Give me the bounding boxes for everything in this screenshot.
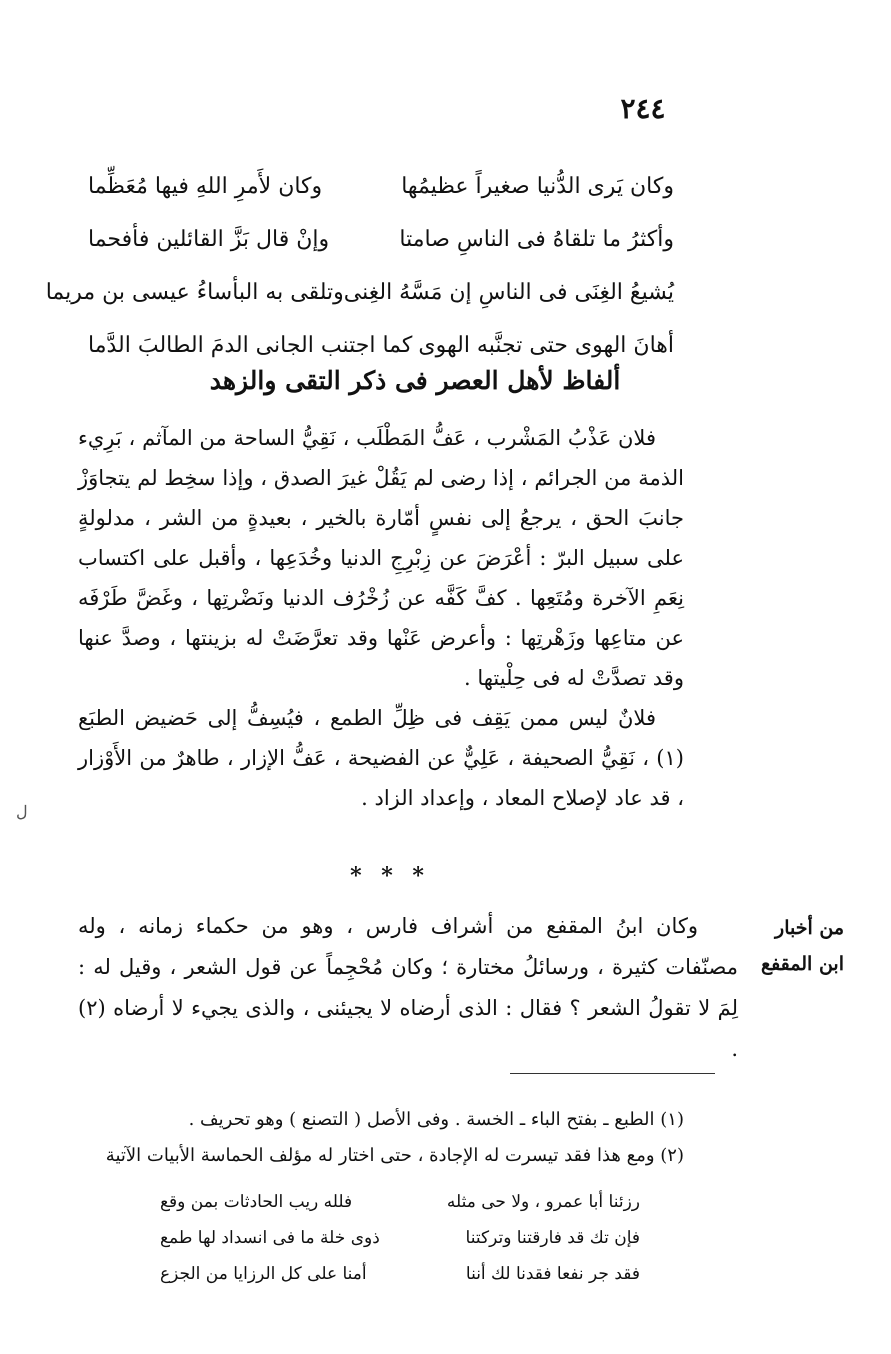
footnote-divider xyxy=(510,1073,715,1074)
verse-second-hemistich: كما اجتنب الجانى الدمَ الطالبَ الدَّما xyxy=(88,333,413,358)
prose-body xyxy=(78,418,684,818)
margin-mark: ل xyxy=(16,802,28,821)
biography-text: وكان ابنُ المقفع من أشراف فارس ، وهو من حكماء زمانه ، وله مصنّفات كثيرة ، ورسائلُ مختارة ؛ وكان مُحْجِماً عن قول الشعر ، وقيل له : لِمَ لا تقولُ الشعر ؟ فقال : الذى أرضاه لا يجيئنى ، والذى يجيء لا أرضاه (٢) . xyxy=(78,914,738,1061)
prose-paragraph: فلانٌ ليس ممن يَقِف فى ظِلِّ الطمع ، فيُسِفُّ إلى حَضيض الطبَع (١) ، نَقِيُّ الصحيفة ، عَلِيٌّ عن الفضيحة ، عَفُّ الإزار ، طاهرٌ من الأَوْزار ، قد عاد لإصلاح المعاد ، وإعداد الزاد . xyxy=(78,706,684,810)
verse-first-hemistich: فإن تك قد فارقتنا وتركتنا xyxy=(465,1228,640,1248)
verse-second-hemistich: أمنا على كل الرزايا من الجزع xyxy=(160,1264,367,1284)
footnote: (١) الطبع ـ بفتح الباء ـ الخسة . وفى الأصل ( التصنع ) وهو تحريف . xyxy=(188,1109,684,1130)
side-note-line: من أخبار xyxy=(775,917,844,939)
verse-second-hemistich: فلله ريب الحادثات بمن وقع xyxy=(160,1192,353,1212)
biography-paragraph xyxy=(78,906,738,1070)
verse-second-hemistich: وكان لأَمرِ اللهِ فيها مُعَظِّما xyxy=(88,174,323,199)
footnote-verse xyxy=(160,1220,640,1256)
verse-first-hemistich: رزئنا أبا عمرو ، ولا حى مثله xyxy=(446,1192,640,1212)
footnote-verse xyxy=(160,1184,640,1220)
footnote-verse xyxy=(160,1256,640,1292)
verse-first-hemistich: أهانَ الهوى حتى تجنَّبه الهوى xyxy=(418,333,674,358)
verse-second-hemistich: وتلقى به البأساءُ عيسى بن مريما xyxy=(45,280,344,305)
verse-first-hemistich: فقد جر نفعا فقدنا لك أننا xyxy=(465,1264,640,1284)
verse-first-hemistich: يُشيعُ الغِنَى فى الناسِ إن مَسَّهُ الغِنى xyxy=(343,280,674,305)
poem-verse xyxy=(88,160,674,213)
footnotes xyxy=(72,1102,684,1174)
section-separator: * * * xyxy=(350,863,430,889)
poem-verse xyxy=(88,319,674,372)
section-heading: ألفاظ لأهل العصر فى ذكر التقى والزهد xyxy=(209,366,621,395)
side-note xyxy=(748,910,844,982)
poem-verse xyxy=(88,213,674,266)
verse-first-hemistich: وأكثرُ ما تلقاهُ فى الناسِ صامتا xyxy=(399,227,674,252)
verse-first-hemistich: وكان يَرى الدُّنيا صغيراً عظيمُها xyxy=(401,174,674,199)
page-number: ٢٤٤ xyxy=(620,92,666,125)
footnote: (٢) ومع هذا فقد تيسرت له الإجادة ، حتى اختار له مؤلف الحماسة الأبيات الآتية xyxy=(105,1145,684,1166)
side-note-line: ابن المقفع xyxy=(760,953,844,975)
poem-verse xyxy=(45,266,674,319)
footnote-poem xyxy=(160,1184,640,1292)
poem xyxy=(45,160,674,372)
verse-second-hemistich: وإنْ قال بَزَّ القائلين فأفحما xyxy=(88,227,330,252)
prose-paragraph: فلان عَذْبُ المَشْرب ، عَفُّ المَطْلَب ، نَقِيُّ الساحة من المآثم ، بَرِيء الذمة من الجرائم ، إذا رضى لم يَقُلْ غيرَ الصدق ، وإذا سخِط لم يتجاوَزْ جانبَ الحق ، يرجعُ إلى نفسٍ أمّارة بالخير ، بعيدةٍ من الشر ، مدلولةٍ على سبيل البرّ : أعْرَضَ عن زِبْرِجِ الدنيا وخُدَعِها ، وأقبل على اكتساب نِعَمِ الآخرة ومُتَعِها . كفَّ كَفَّه عن زُخْرُف الدنيا ونَضْرتِها ، وغَضَّ طَرْفَه عن متاعِها وزَهْرتِها : وأعرض عَنْها وقد تعرَّضَتْ له بزينتها ، وصدَّ عنها وقد تصدَّتْ له فى حِلْيتها . xyxy=(78,426,684,690)
verse-second-hemistich: ذوى خلة ما فى انسداد لها طمع xyxy=(160,1228,380,1248)
